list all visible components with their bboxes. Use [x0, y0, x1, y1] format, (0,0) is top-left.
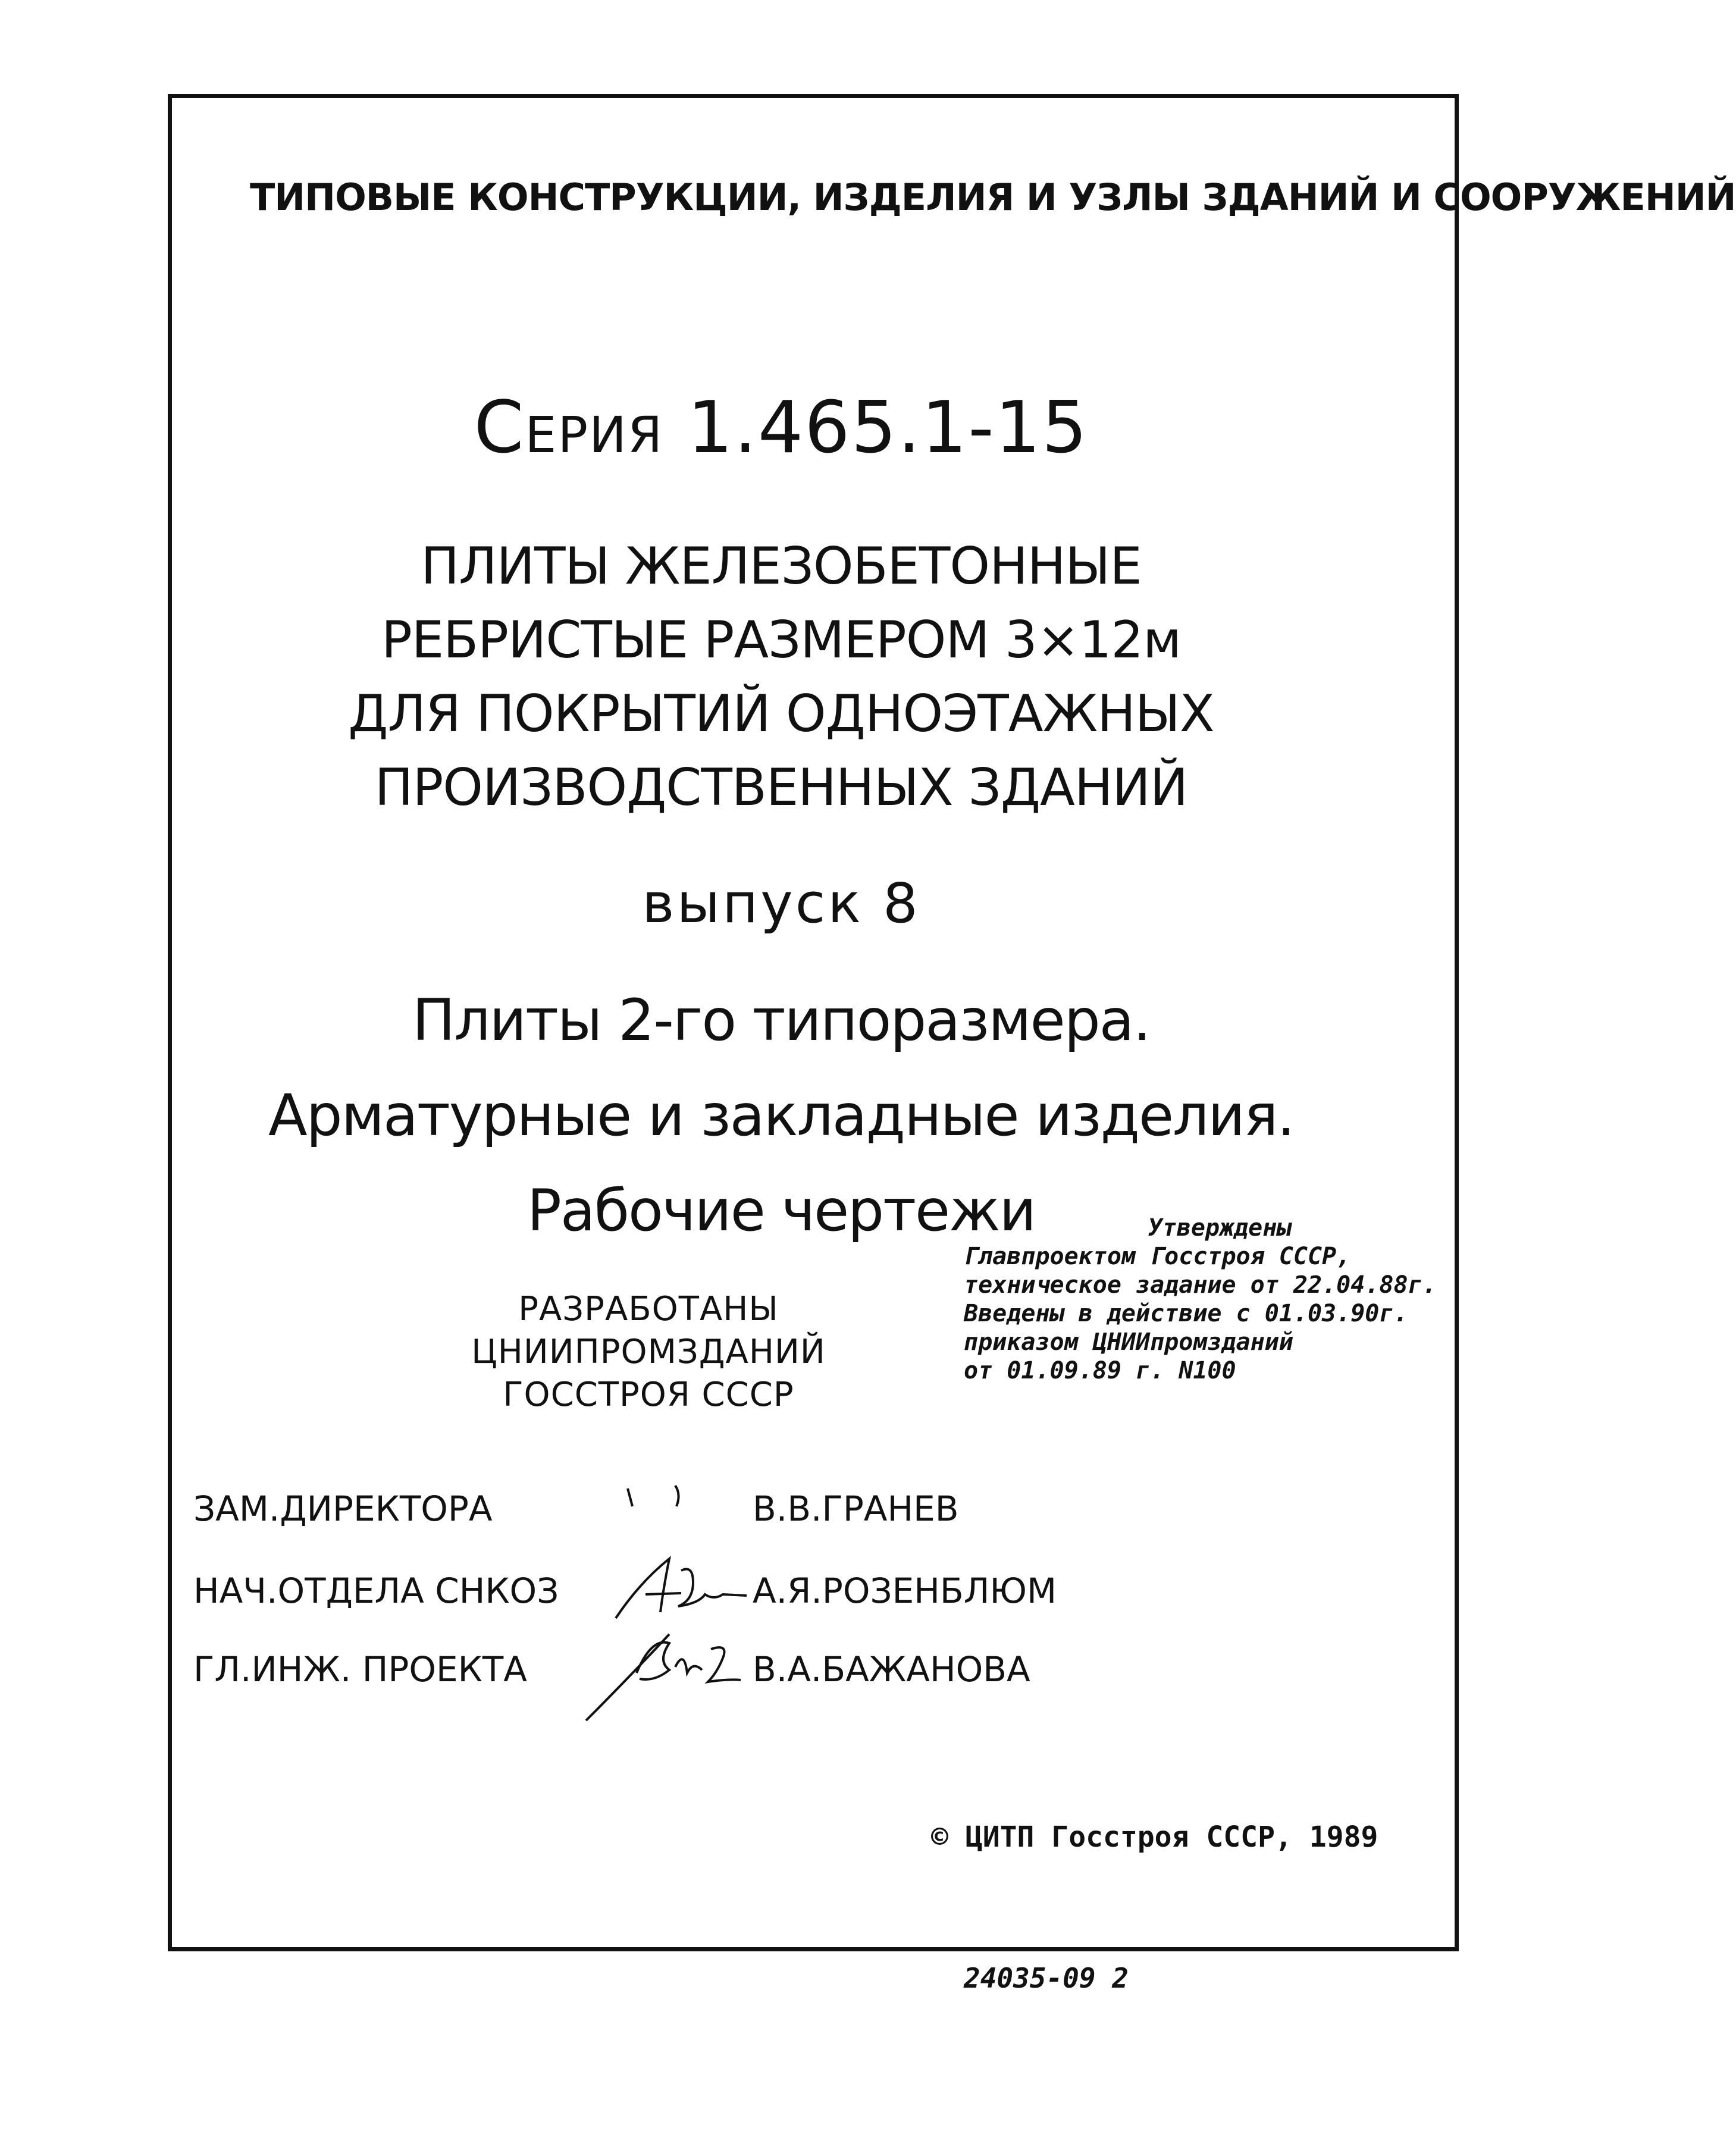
series-heading: [0, 387, 1562, 469]
issue-number: выпуск 8: [642, 872, 920, 935]
title-line: ПРОИЗВОДСТВЕННЫХ ЗДАНИЙ: [374, 758, 1188, 817]
document-header: ТИПОВЫЕ КОНСТРУКЦИИ, ИЗДЕЛИЯ И УЗЛЫ ЗДАНИЙ И СООРУЖЕНИЙ: [250, 176, 1736, 219]
signature-row-deputy-director: [193, 1488, 1383, 1542]
title-line: ДЛЯ ПОКРЫТИЙ ОДНОЭТАЖНЫХ: [348, 684, 1214, 744]
handwritten-signature: [580, 1625, 770, 1726]
title-line: ПЛИТЫ ЖЕЛЕЗОБЕТОННЫЕ: [421, 537, 1142, 596]
developers-line: ЦНИИПРОМЗДАНИЙ: [471, 1333, 826, 1371]
approval-line: от 01.09.89 г. N100: [964, 1357, 1236, 1384]
approval-line: приказом ЦНИИпромзданий: [964, 1328, 1293, 1356]
series-number: 1.465.1-15: [687, 387, 1089, 469]
signature-row-department-head: [193, 1571, 1383, 1624]
subtitle-line: Плиты 2-го типоразмера.: [412, 987, 1150, 1054]
signature-role: ЗАМ.ДИРЕКТОРА: [193, 1488, 493, 1529]
signature-role: НАЧ.ОТДЕЛА СНКОЗ: [193, 1571, 559, 1611]
title-line: РЕБРИСТЫЕ РАЗМЕРОМ 3×12м: [381, 610, 1182, 670]
subtitle-line: Арматурные и закладные изделия.: [268, 1082, 1295, 1149]
developers-block: [416, 1288, 880, 1417]
approval-line: Введены в действие с 01.03.90г.: [964, 1300, 1408, 1327]
approval-line: Главпроектом Госстроя СССР,: [964, 1243, 1351, 1270]
subtitle-line: Рабочие чертежи: [527, 1177, 1035, 1244]
handwritten-signature: [604, 1547, 759, 1630]
approval-block: [964, 1214, 1440, 1385]
developers-line: РАЗРАБОТАНЫ: [518, 1290, 779, 1328]
handwritten-signature: [604, 1483, 723, 1536]
developers-line: ГОССТРОЯ СССР: [503, 1375, 794, 1414]
signature-name: В.А.БАЖАНОВА: [753, 1649, 1030, 1690]
signature-name: В.В.ГРАНЕВ: [753, 1488, 959, 1529]
signature-row-chief-engineer: [193, 1649, 1383, 1703]
document-number-stamp: 24035-09 2: [964, 1962, 1129, 1994]
signature-role: ГЛ.ИНЖ. ПРОЕКТА: [193, 1649, 527, 1690]
copyright-notice: © ЦИТП Госстроя СССР, 1989: [931, 1820, 1378, 1854]
approval-line: техническое задание от 22.04.88г.: [964, 1271, 1437, 1299]
signature-name: А.Я.РОЗЕНБЛЮМ: [753, 1571, 1057, 1611]
approval-line: Утверждены: [1148, 1214, 1292, 1242]
series-label: Серия: [474, 387, 664, 469]
document-title: [0, 529, 1562, 825]
